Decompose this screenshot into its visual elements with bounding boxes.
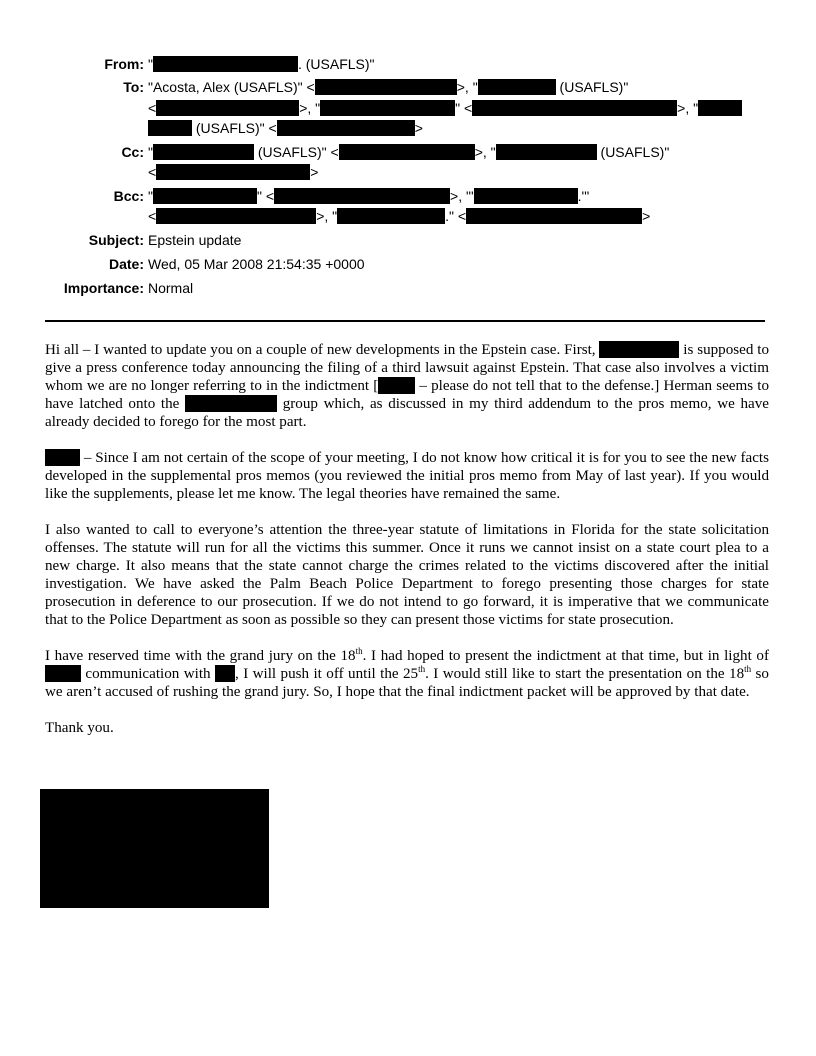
date-row xyxy=(0,255,816,273)
date-label: Date: xyxy=(108,256,144,272)
redaction xyxy=(698,100,742,116)
paragraph-4: I have reserved time with the grand jury on the 18th. I had hoped to present the indictment at that time, but in light of communication with , I will push it off until the 25th. I would still like to start the presentation on the 18th so we aren’t accused of rushing the grand jury. So, I hope that the final indictment packet will be approved by that date. xyxy=(45,646,770,700)
redaction xyxy=(315,79,457,95)
redaction xyxy=(215,665,235,682)
redaction xyxy=(153,144,254,160)
bcc-row: Bcc: " " < >, "' .'" xyxy=(0,187,816,205)
to-row-continued: (USAFLS)" < > xyxy=(0,119,816,137)
redaction xyxy=(156,100,299,116)
redaction xyxy=(339,144,475,160)
importance-label: Importance: xyxy=(63,280,144,296)
redaction xyxy=(337,208,445,224)
redaction xyxy=(496,144,597,160)
redaction xyxy=(472,100,677,116)
redaction xyxy=(277,120,415,136)
redaction xyxy=(185,395,277,412)
paragraph-1: Hi all – I wanted to update you on a couple of new developments in the Epstein case. First, is supposed to give a press conference today announcing the filing of a third lawsuit against Epstein. That case also involves a victim whom we are no longer referring to in the indictment [ – please do not tell that to the defense.] Herman seems to have latched onto the group which, as discussed in my third addendum to the pros memo, we have already decided to forego for the most part. xyxy=(45,342,769,430)
to-row: To: "Acosta, Alex (USAFLS)" < >, " (USAFLS)" xyxy=(0,78,816,96)
redaction xyxy=(378,377,415,394)
signature-redaction xyxy=(40,789,269,908)
redaction xyxy=(45,665,81,682)
from-label: From: xyxy=(104,56,144,72)
redaction xyxy=(599,341,679,358)
to-row-continued: < >, " " < >, " xyxy=(0,99,816,117)
cc-row-continued: < > xyxy=(148,164,319,180)
from-row: From: " . (USAFLS)" xyxy=(0,55,816,73)
date-value: Wed, 05 Mar 2008 21:54:35 +0000 xyxy=(148,256,365,272)
redaction xyxy=(466,208,642,224)
importance-row xyxy=(0,279,816,297)
closing: Thank you. xyxy=(45,720,114,736)
email-body xyxy=(45,341,769,755)
cc-label: Cc: xyxy=(121,144,144,160)
redaction xyxy=(148,120,192,136)
redaction xyxy=(274,188,450,204)
subject-value: Epstein update xyxy=(148,232,242,248)
bcc-label: Bcc: xyxy=(113,188,144,204)
header-divider xyxy=(45,320,765,322)
subject-label: Subject: xyxy=(88,232,144,248)
redaction xyxy=(153,188,257,204)
importance-value: Normal xyxy=(148,280,194,296)
to-label: To: xyxy=(123,79,144,95)
paragraph-3: I also wanted to call to everyone’s attention the three-year statute of limitations in Florida for the state solicitation offenses. The statute will run for all the victims this summer. Once it runs we cannot insist on a state court plea to a new charge. It also means that the state cannot charge the crimes related to the victims discovered after the initial investigation. We have asked the Palm Beach Police Department to forego presenting those charges for state prosecution in deference to our prosecution. If we do not intend to go forward, it is imperative that we communicate that to the Police Department as soon as possible so they can present those victims for state prosecution. xyxy=(45,522,769,628)
subject-row xyxy=(0,231,816,249)
redaction xyxy=(153,56,298,72)
redaction xyxy=(156,208,316,224)
paragraph-2: – Since I am not certain of the scope of your meeting, I do not know how critical it is for you to see the new facts developed in the supplemental pros memos (you reviewed the initial pros memo from May of last year). If you would like the supplements, please let me know. The legal theories have remained the same. xyxy=(45,450,769,502)
redaction xyxy=(156,164,310,180)
redaction xyxy=(478,79,556,95)
redaction xyxy=(45,449,80,466)
cc-row: Cc: " (USAFLS)" < >, " (USAFLS)" xyxy=(0,143,816,161)
redaction xyxy=(320,100,455,116)
redaction xyxy=(474,188,578,204)
bcc-row-continued: < >, " ." < > xyxy=(148,208,651,224)
